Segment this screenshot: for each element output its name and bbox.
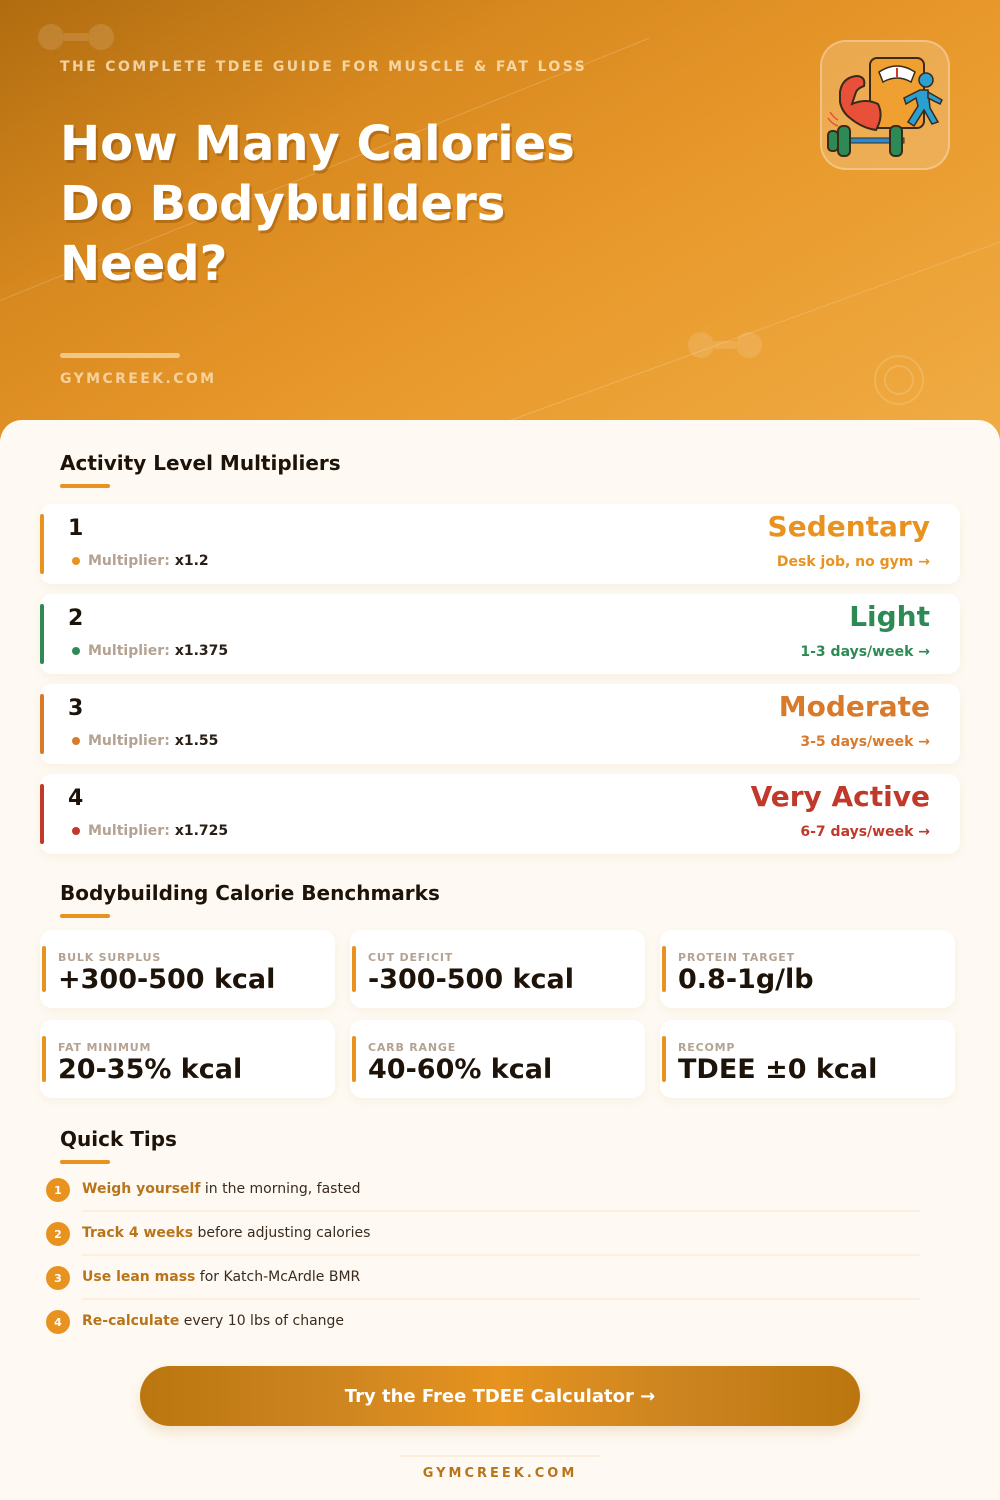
decorative-dumbbell-icon	[38, 24, 114, 50]
multiplier-label: Multiplier:	[88, 733, 170, 749]
activity-multiplier	[72, 643, 228, 659]
section-underline	[60, 484, 110, 488]
benchmark-value: 20-35% kcal	[58, 1054, 243, 1085]
main-panel	[0, 420, 1000, 1500]
activity-level-name: Very Active	[750, 780, 930, 813]
activity-level-desc: 3-5 days/week →	[800, 734, 930, 750]
benchmark-card-cut-deficit	[350, 930, 645, 1008]
tip-item	[46, 1178, 920, 1222]
activity-level-name: Moderate	[778, 690, 930, 723]
multiplier-label: Multiplier:	[88, 643, 170, 659]
section-underline	[60, 1160, 110, 1164]
decorative-ring	[884, 365, 914, 395]
activity-number: 4	[68, 786, 84, 811]
tip-text	[82, 1181, 360, 1197]
benchmark-card-bulk-surplus	[40, 930, 335, 1008]
section-title-activity	[60, 451, 341, 475]
tip-highlight: Use lean mass	[82, 1269, 196, 1285]
bullet-dot-icon	[72, 647, 80, 655]
decorative-dumbbell-icon	[688, 332, 762, 358]
tip-rest: in the morning, fasted	[200, 1181, 361, 1197]
section-title-text: Activity Level Multipliers	[60, 451, 341, 475]
benchmark-card-carb-range	[350, 1020, 645, 1098]
multiplier-value: x1.375	[174, 643, 229, 659]
tip-item	[46, 1266, 920, 1310]
bullet-dot-icon	[72, 737, 80, 745]
card-accent-bar	[662, 1036, 666, 1082]
card-accent-bar	[42, 946, 46, 992]
tip-divider	[82, 1298, 920, 1300]
card-accent-bar	[352, 1036, 356, 1082]
footer-divider	[400, 1455, 600, 1457]
benchmark-label: CARB RANGE	[368, 1041, 457, 1054]
activity-number: 2	[68, 606, 84, 631]
benchmark-value: -300-500 kcal	[368, 964, 574, 995]
tip-number-badge: 4	[46, 1310, 70, 1334]
activity-multiplier	[72, 553, 209, 569]
hero-divider	[60, 353, 180, 358]
benchmark-card-fat-minimum	[40, 1020, 335, 1098]
activity-level-desc: 6-7 days/week →	[800, 824, 930, 840]
card-accent-bar	[352, 946, 356, 992]
activity-card-moderate[interactable]	[40, 684, 960, 764]
benchmark-label: CUT DEFICIT	[368, 951, 454, 964]
activity-level-desc: Desk job, no gym →	[776, 554, 930, 570]
tip-text	[82, 1269, 360, 1285]
multiplier-label: Multiplier:	[88, 823, 170, 839]
tip-rest: before adjusting calories	[193, 1225, 371, 1241]
benchmark-value: TDEE ±0 kcal	[678, 1054, 878, 1085]
card-accent-bar	[42, 1036, 46, 1082]
hero-header	[0, 0, 1000, 460]
footer-site-link[interactable]: GYMCREEK.COM	[422, 1466, 578, 1481]
muscle-scale-runner-icon	[822, 42, 952, 172]
multiplier-label: Multiplier:	[88, 553, 170, 569]
tip-item	[46, 1222, 920, 1266]
activity-level-name: Light	[849, 600, 930, 633]
section-title-text: Bodybuilding Calorie Benchmarks	[60, 881, 440, 905]
activity-level-name: Sedentary	[767, 510, 930, 543]
benchmark-label: RECOMP	[678, 1041, 736, 1054]
hero-eyebrow: THE COMPLETE TDEE GUIDE FOR MUSCLE & FAT LOSS	[60, 59, 588, 75]
tdee-calculator-button[interactable]: Try the Free TDEE Calculator →	[140, 1366, 860, 1426]
activity-card-sedentary[interactable]	[40, 504, 960, 584]
benchmark-label: FAT MINIMUM	[58, 1041, 152, 1054]
tip-highlight: Track 4 weeks	[82, 1225, 194, 1241]
card-accent-bar	[662, 946, 666, 992]
activity-card-very-active[interactable]	[40, 774, 960, 854]
card-accent-bar	[40, 694, 44, 754]
activity-number: 3	[68, 696, 84, 721]
tip-number-badge: 1	[46, 1178, 70, 1202]
tip-rest: every 10 lbs of change	[179, 1313, 345, 1329]
benchmark-label: PROTEIN TARGET	[678, 951, 795, 964]
multiplier-value: x1.2	[174, 553, 209, 569]
tip-text	[82, 1313, 344, 1329]
tip-rest: for Katch-McArdle BMR	[195, 1269, 361, 1285]
hero-site-link[interactable]: GYMCREEK.COM	[60, 371, 217, 387]
multiplier-value: x1.55	[174, 733, 219, 749]
bullet-dot-icon	[72, 557, 80, 565]
tip-highlight: Re-calculate	[82, 1313, 180, 1329]
section-title-benchmarks	[60, 881, 440, 905]
tip-item	[46, 1310, 920, 1354]
benchmark-card-protein-target	[660, 930, 955, 1008]
activity-multiplier	[72, 823, 228, 839]
tip-divider	[82, 1254, 920, 1256]
card-accent-bar	[40, 604, 44, 664]
bullet-dot-icon	[72, 827, 80, 835]
card-accent-bar	[40, 784, 44, 844]
activity-number: 1	[68, 516, 84, 541]
benchmark-value: 40-60% kcal	[368, 1054, 553, 1085]
multiplier-value: x1.725	[174, 823, 229, 839]
tip-number-badge: 3	[46, 1266, 70, 1290]
page-title: How Many Calories Do Bodybuilders Need?	[60, 116, 575, 292]
benchmark-value: 0.8-1g/lb	[678, 964, 814, 995]
activity-multiplier	[72, 733, 218, 749]
tip-divider	[82, 1210, 920, 1212]
activity-card-light[interactable]	[40, 594, 960, 674]
tip-highlight: Weigh yourself	[82, 1181, 201, 1197]
activity-level-desc: 1-3 days/week →	[800, 644, 930, 660]
benchmark-label: BULK SURPLUS	[58, 951, 162, 964]
tip-number-badge: 2	[46, 1222, 70, 1246]
benchmark-value: +300-500 kcal	[58, 964, 276, 995]
benchmark-card-recomp	[660, 1020, 955, 1098]
section-underline	[60, 914, 110, 918]
tip-text	[82, 1225, 370, 1241]
section-title-tips	[60, 1127, 177, 1151]
card-accent-bar	[40, 514, 44, 574]
section-title-text: Quick Tips	[60, 1127, 177, 1151]
fitness-app-icon	[820, 40, 950, 170]
